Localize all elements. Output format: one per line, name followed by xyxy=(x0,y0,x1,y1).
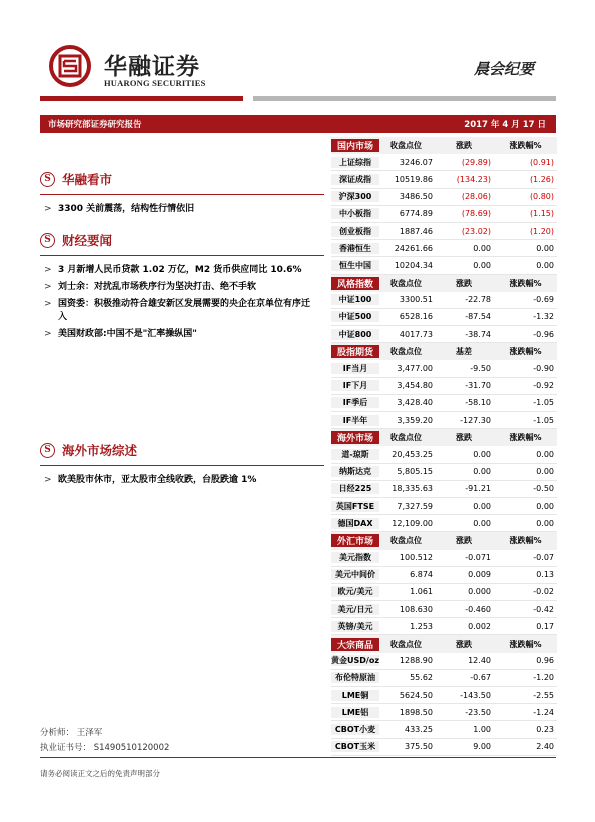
change-value: 9.00 xyxy=(473,742,491,752)
change-value: -0.460 xyxy=(465,604,491,614)
table-row[interactable] xyxy=(331,395,557,412)
row-label: 道-琼斯 xyxy=(331,449,379,460)
change-value: 12.40 xyxy=(468,656,491,666)
close-value: 3246.07 xyxy=(399,157,433,167)
header-rule-grey xyxy=(253,96,556,101)
row-label: 中证100 xyxy=(331,294,379,305)
table-row[interactable] xyxy=(331,257,557,274)
table-row[interactable] xyxy=(331,739,557,756)
row-label: 恒生中国 xyxy=(331,260,379,271)
list-item[interactable]: > 欧美股市休市，亚太股市全线收跌，台股跌逾 1% xyxy=(44,475,257,485)
change-pct-value: 0.00 xyxy=(536,243,554,253)
close-value: 24261.66 xyxy=(394,243,433,253)
row-label: 上证综指 xyxy=(331,157,379,168)
section-rule xyxy=(40,465,324,466)
table-row[interactable] xyxy=(331,721,557,738)
change-pct-value: 2.40 xyxy=(536,742,554,752)
section-title: S 华融看市 xyxy=(40,170,324,188)
brand-name-cn: 华融证券 xyxy=(104,53,200,80)
column-header: 收盘点位 xyxy=(390,278,422,288)
table-group-title: 股指期货 xyxy=(331,345,379,358)
change-pct-value: -1.05 xyxy=(533,398,554,408)
table-row[interactable] xyxy=(331,292,557,309)
row-label: 欧元/美元 xyxy=(331,586,379,597)
table-row[interactable] xyxy=(331,618,557,635)
table-row[interactable] xyxy=(331,687,557,704)
disclaimer[interactable]: 请务必阅读正文之后的免责声明部分 xyxy=(40,769,160,778)
change-value: 0.00 xyxy=(473,518,491,528)
change-pct-value: -1.20 xyxy=(533,673,554,683)
change-pct-value: -2.55 xyxy=(533,690,554,700)
change-pct-value: 0.23 xyxy=(536,724,554,734)
column-header: 收盘点位 xyxy=(390,639,422,649)
row-label: 沪深300 xyxy=(331,191,379,202)
close-value: 1.253 xyxy=(410,621,433,631)
footer-rule xyxy=(40,757,556,758)
change-pct-value: 0.13 xyxy=(536,570,554,580)
table-row[interactable] xyxy=(331,206,557,223)
list-item[interactable]: > 美国财政部:中国不是"汇率操纵国" xyxy=(44,329,197,339)
arrow-bullet-icon: > xyxy=(44,475,52,485)
change-pct-value: 0.00 xyxy=(536,501,554,511)
change-value: -0.071 xyxy=(465,553,491,563)
section-marker-icon: S xyxy=(40,233,55,248)
close-value: 7,327.59 xyxy=(397,501,433,511)
column-header: 涨跌幅% xyxy=(509,433,542,443)
table-row[interactable] xyxy=(331,567,557,584)
section-marker-icon: S xyxy=(40,443,55,458)
table-group-title: 大宗商品 xyxy=(331,638,379,651)
row-label: 日经225 xyxy=(331,483,379,494)
table-row[interactable] xyxy=(331,378,557,395)
banner-date: 2017 年 4 月 17 日 xyxy=(464,120,546,130)
change-value: 0.00 xyxy=(473,449,491,459)
close-value: 20,453.25 xyxy=(392,449,433,459)
close-value: 1887.46 xyxy=(399,226,433,236)
change-pct-value: (1.20) xyxy=(529,226,554,236)
table-row[interactable] xyxy=(331,240,557,257)
close-value: 3,477.00 xyxy=(397,364,433,374)
change-value: 0.00 xyxy=(473,260,491,270)
table-header-row xyxy=(331,137,557,154)
change-value: -38.74 xyxy=(465,329,491,339)
arrow-bullet-icon: > xyxy=(44,299,52,309)
arrow-bullet-icon: > xyxy=(44,282,52,292)
table-header-row xyxy=(331,275,557,292)
column-header: 涨跌 xyxy=(456,639,472,649)
section-overseas xyxy=(40,441,324,487)
close-value: 10519.86 xyxy=(394,174,433,184)
list-item[interactable]: > 3 月新增人民币贷款 1.02 万亿，M2 货币供应同比 10.6% xyxy=(44,265,302,275)
column-header: 涨跌 xyxy=(456,433,472,443)
close-value: 1898.50 xyxy=(399,707,433,717)
market-data-table xyxy=(331,137,557,756)
table-row[interactable] xyxy=(331,653,557,670)
row-label: 布伦特原油 xyxy=(331,672,379,683)
row-label: 中小板指 xyxy=(331,208,379,219)
column-header: 收盘点位 xyxy=(390,141,422,151)
table-row[interactable] xyxy=(331,584,557,601)
change-pct-value: 0.00 xyxy=(536,449,554,459)
table-row[interactable] xyxy=(331,481,557,498)
change-value: 0.009 xyxy=(468,570,491,580)
change-pct-value: -1.32 xyxy=(533,312,554,322)
row-label: 中证800 xyxy=(331,329,379,340)
change-pct-value: 0.00 xyxy=(536,467,554,477)
table-row[interactable] xyxy=(331,601,557,618)
close-value: 3,428.40 xyxy=(397,398,433,408)
row-label: LME铜 xyxy=(331,690,379,701)
change-value: (29.89) xyxy=(461,157,491,167)
column-header: 基差 xyxy=(456,347,472,357)
close-value: 100.512 xyxy=(399,553,433,563)
table-row[interactable] xyxy=(331,154,557,171)
change-value: -87.54 xyxy=(465,312,491,322)
row-label: LME铝 xyxy=(331,707,379,718)
row-label: IF半年 xyxy=(331,415,379,426)
table-row[interactable] xyxy=(331,550,557,567)
change-value: (28.06) xyxy=(461,192,491,202)
change-value: (23.02) xyxy=(461,226,491,236)
row-label: IF下月 xyxy=(331,380,379,391)
row-label: 中证500 xyxy=(331,311,379,322)
column-header: 涨跌 xyxy=(456,141,472,151)
table-row[interactable] xyxy=(331,464,557,481)
column-header: 涨跌幅% xyxy=(509,536,542,546)
close-value: 12,109.00 xyxy=(392,518,433,528)
row-label: IF当月 xyxy=(331,363,379,374)
list-item[interactable]: > 国资委：积极推动符合雄安新区发展需要的央企在京单位有序迁入 xyxy=(44,299,311,322)
row-label: 深证成指 xyxy=(331,174,379,185)
row-label: 黄金USD/oz xyxy=(331,656,379,666)
arrow-bullet-icon: > xyxy=(44,329,52,339)
section-title: S 海外市场综述 xyxy=(40,441,324,459)
column-header: 涨跌 xyxy=(456,536,472,546)
change-value: 1.00 xyxy=(473,724,491,734)
column-header: 涨跌幅% xyxy=(509,347,542,357)
change-pct-value: -0.02 xyxy=(533,587,554,597)
table-group-title: 风格指数 xyxy=(331,277,379,290)
close-value: 375.50 xyxy=(405,742,433,752)
change-value: 0.00 xyxy=(473,243,491,253)
change-value: (134.23) xyxy=(456,174,491,184)
close-value: 3486.50 xyxy=(399,192,433,202)
change-pct-value: 0.96 xyxy=(536,656,554,666)
change-pct-value: (1.15) xyxy=(529,209,554,219)
list-item[interactable]: > 3300 关前震荡，结构性行情依旧 xyxy=(44,204,195,214)
close-value: 108.630 xyxy=(399,604,433,614)
table-group-title: 国内市场 xyxy=(331,139,379,152)
change-value: 0.00 xyxy=(473,501,491,511)
close-value: 5624.50 xyxy=(399,690,433,700)
change-value: -143.50 xyxy=(460,690,491,700)
section-title: S 财经要闻 xyxy=(40,231,324,249)
change-value: 0.002 xyxy=(468,621,491,631)
change-value: -23.50 xyxy=(465,707,491,717)
close-value: 1.061 xyxy=(410,587,433,597)
close-value: 3,454.80 xyxy=(397,381,433,391)
section-market-view xyxy=(40,170,324,216)
change-pct-value: -0.92 xyxy=(533,381,554,391)
section-rule xyxy=(40,255,324,256)
column-header: 涨跌 xyxy=(456,278,472,288)
change-pct-value: 0.17 xyxy=(536,621,554,631)
close-value: 433.25 xyxy=(405,724,433,734)
table-row[interactable] xyxy=(331,670,557,687)
table-row[interactable] xyxy=(331,326,557,343)
huarong-logo-icon xyxy=(48,44,98,88)
table-header-row xyxy=(331,635,557,652)
change-value: -127.30 xyxy=(460,415,491,425)
table-row[interactable] xyxy=(331,309,557,326)
change-value: -22.78 xyxy=(465,295,491,305)
close-value: 3300.51 xyxy=(399,295,433,305)
change-value: -0.67 xyxy=(470,673,491,683)
close-value: 1288.90 xyxy=(399,656,433,666)
change-pct-value: -0.90 xyxy=(533,364,554,374)
analyst-name: 分析师： 王泽军 xyxy=(40,728,103,738)
banner-department: 市场研究部证券研究报告 xyxy=(48,120,142,130)
table-row[interactable] xyxy=(331,412,557,429)
change-pct-value: 0.00 xyxy=(536,518,554,528)
change-pct-value: 0.00 xyxy=(536,260,554,270)
list-item[interactable]: > 刘士余：对扰乱市场秩序行为坚决打击、绝不手软 xyxy=(44,282,257,292)
close-value: 55.62 xyxy=(410,673,433,683)
change-value: -31.70 xyxy=(465,381,491,391)
close-value: 18,335.63 xyxy=(392,484,433,494)
section-marker-icon: S xyxy=(40,172,55,187)
change-pct-value: -0.96 xyxy=(533,329,554,339)
column-header: 收盘点位 xyxy=(390,433,422,443)
table-row[interactable] xyxy=(331,360,557,377)
table-row[interactable] xyxy=(331,498,557,515)
change-value: (78.69) xyxy=(461,209,491,219)
close-value: 6774.89 xyxy=(399,209,433,219)
change-pct-value: -1.24 xyxy=(533,707,554,717)
change-pct-value: (1.26) xyxy=(529,174,554,184)
close-value: 10204.34 xyxy=(394,260,433,270)
row-label: 美元指数 xyxy=(331,552,379,563)
change-value: -58.10 xyxy=(465,398,491,408)
row-label: 创业板指 xyxy=(331,226,379,237)
arrow-bullet-icon: > xyxy=(44,265,52,275)
row-label: 德国DAX xyxy=(331,518,379,529)
table-header-row xyxy=(331,532,557,549)
license-number: 执业证书号： S1490510120002 xyxy=(40,743,170,753)
change-pct-value: (0.80) xyxy=(529,192,554,202)
change-value: -91.21 xyxy=(465,484,491,494)
row-label: 美元/日元 xyxy=(331,604,379,615)
table-header-row xyxy=(331,429,557,446)
change-pct-value: -0.50 xyxy=(533,484,554,494)
header-rule-red xyxy=(40,96,243,101)
row-label: 英国FTSE xyxy=(331,501,379,512)
column-header: 收盘点位 xyxy=(390,536,422,546)
table-row[interactable] xyxy=(331,515,557,532)
table-group-title: 海外市场 xyxy=(331,431,379,444)
column-header: 收盘点位 xyxy=(390,347,422,357)
close-value: 6.874 xyxy=(410,570,433,580)
column-header: 涨跌幅% xyxy=(509,141,542,151)
column-header: 涨跌幅% xyxy=(509,278,542,288)
row-label: CBOT玉米 xyxy=(331,741,379,752)
table-row[interactable] xyxy=(331,223,557,240)
change-pct-value: -0.42 xyxy=(533,604,554,614)
table-header-row xyxy=(331,343,557,360)
table-row[interactable] xyxy=(331,171,557,188)
column-header: 涨跌幅% xyxy=(509,639,542,649)
brand-name-en: HUARONG SECURITIES xyxy=(104,78,206,88)
row-label: CBOT小麦 xyxy=(331,724,379,735)
row-label: 纳斯达克 xyxy=(331,466,379,477)
document-type: 晨会纪要 xyxy=(474,60,535,78)
change-pct-value: -1.05 xyxy=(533,415,554,425)
change-value: 0.000 xyxy=(468,587,491,597)
row-label: IF季后 xyxy=(331,397,379,408)
table-row[interactable] xyxy=(331,189,557,206)
row-label: 英镑/美元 xyxy=(331,621,379,632)
table-row[interactable] xyxy=(331,446,557,463)
close-value: 4017.73 xyxy=(399,329,433,339)
arrow-bullet-icon: > xyxy=(44,204,52,214)
table-group-title: 外汇市场 xyxy=(331,534,379,547)
row-label: 香港恒生 xyxy=(331,243,379,254)
row-label: 美元中间价 xyxy=(331,569,379,580)
report-banner xyxy=(40,115,556,133)
change-value: -9.50 xyxy=(470,364,491,374)
change-value: 0.00 xyxy=(473,467,491,477)
change-pct-value: (0.91) xyxy=(529,157,554,167)
close-value: 6528.16 xyxy=(399,312,433,322)
section-finance-news xyxy=(40,231,324,341)
close-value: 3,359.20 xyxy=(397,415,433,425)
close-value: 5,805.15 xyxy=(397,467,433,477)
section-rule xyxy=(40,194,324,195)
change-pct-value: -0.07 xyxy=(533,553,554,563)
change-pct-value: -0.69 xyxy=(533,295,554,305)
table-row[interactable] xyxy=(331,704,557,721)
